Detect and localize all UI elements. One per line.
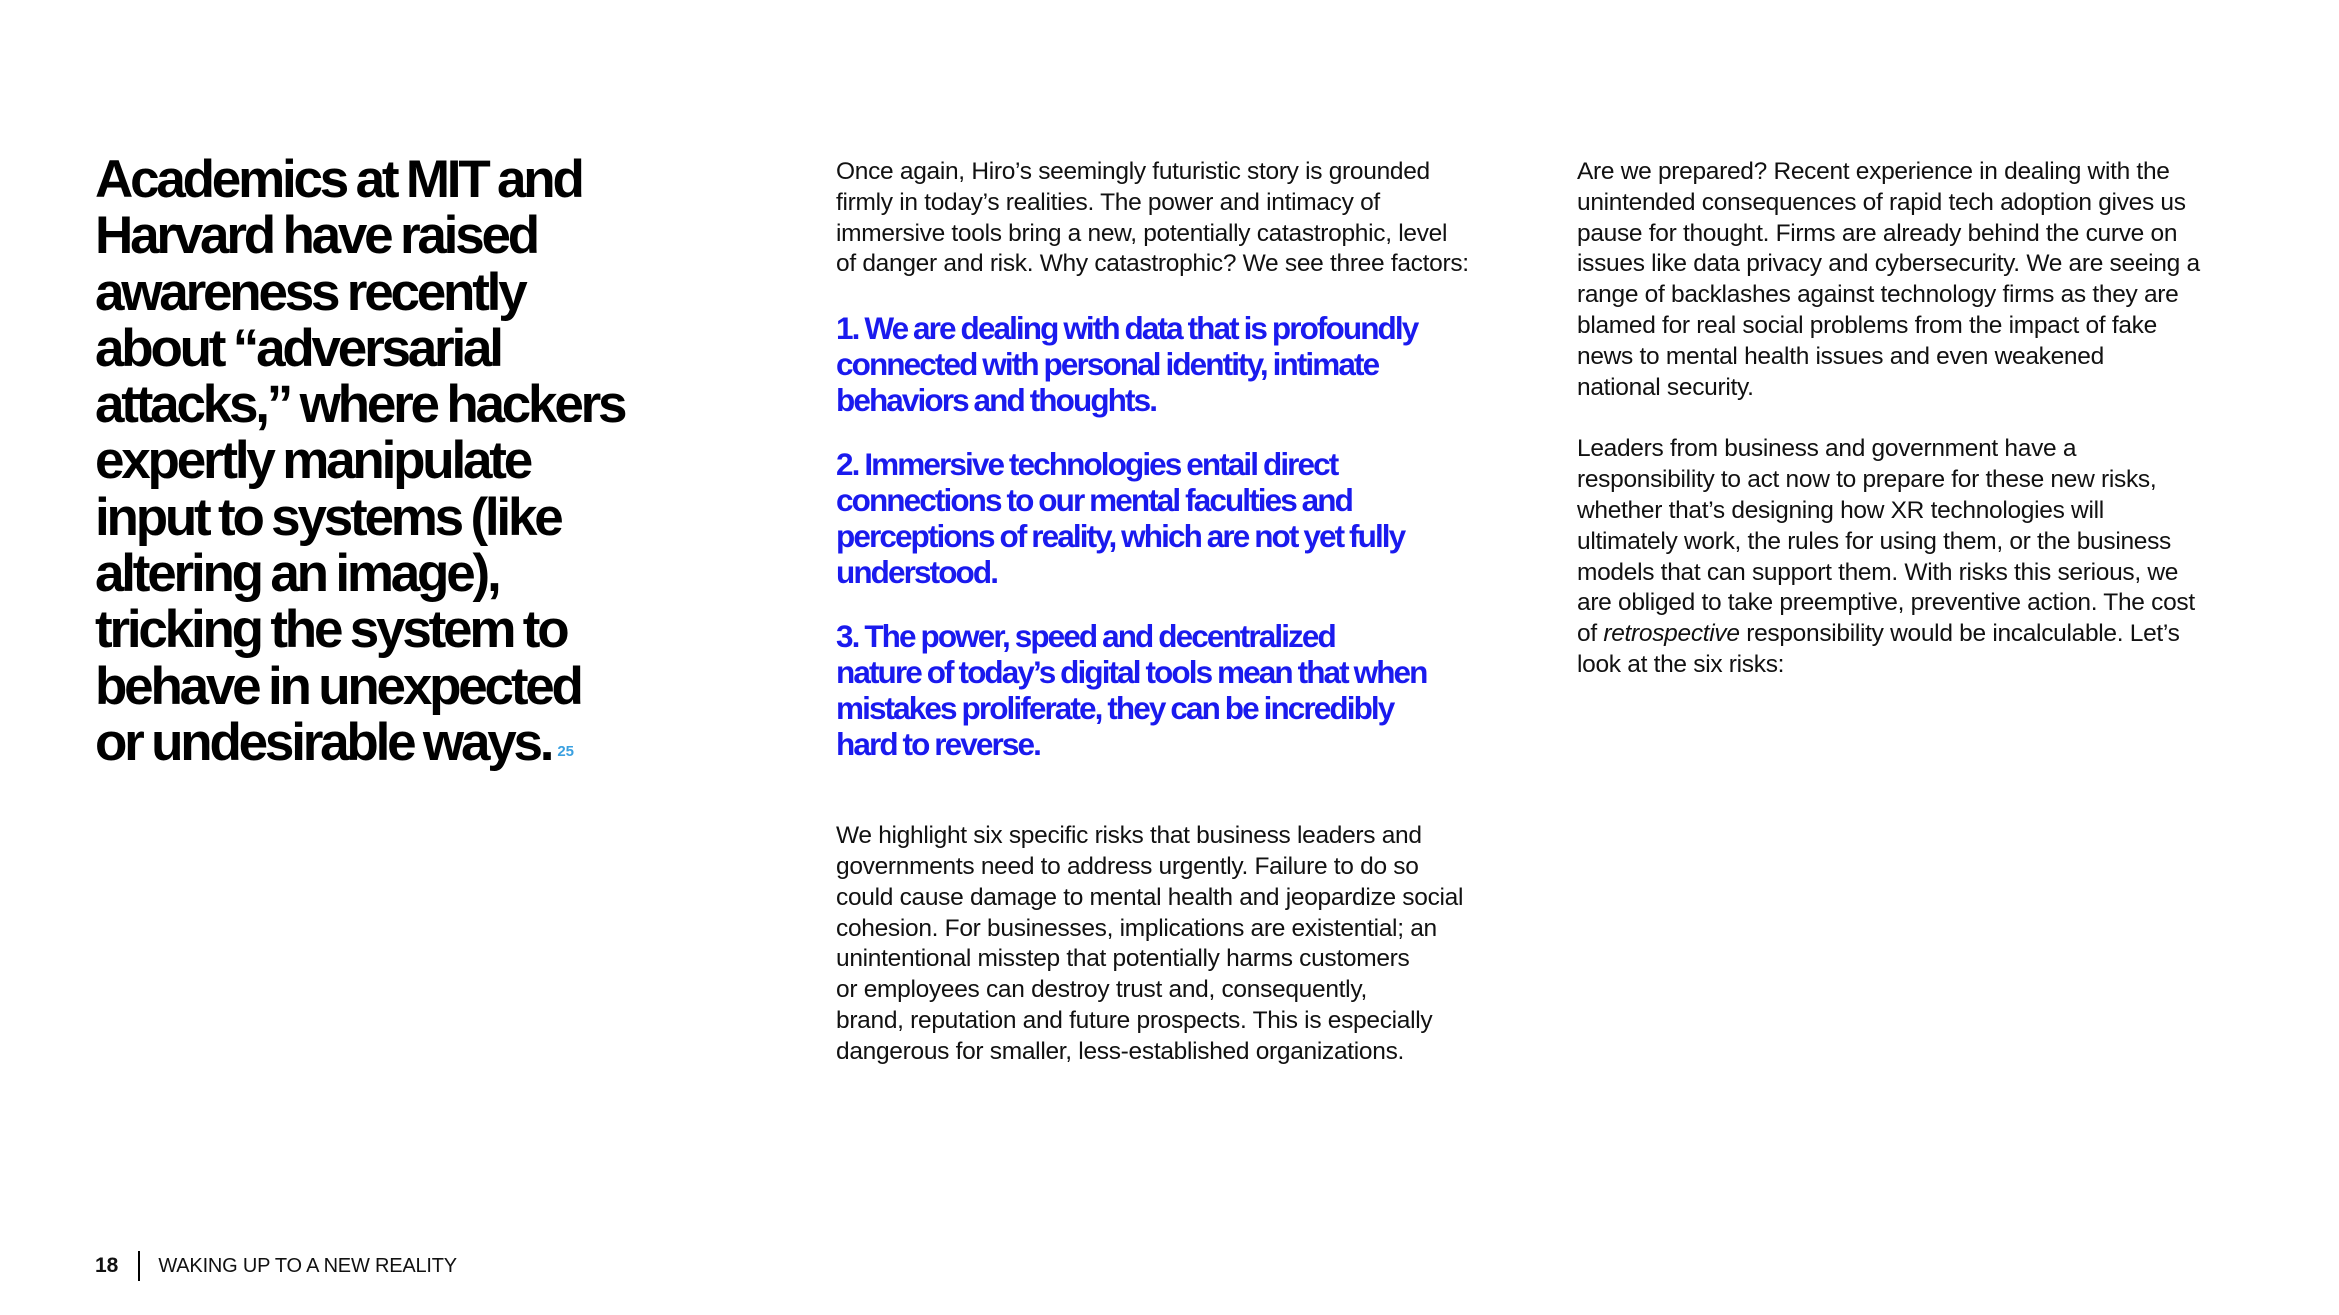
risk-factor-2: 2. Immersive technologies entail direct connections to our mental faculties and perceptions of reality, which are not yet fully understood. <box>836 446 1405 591</box>
page-number: 18 <box>95 1254 119 1277</box>
middle-column <box>836 157 1536 1068</box>
right-column <box>1577 157 2277 681</box>
page-footer <box>95 1251 457 1281</box>
leaders-text-end: responsibility would be incalculable. Let’s look at the six risks: <box>1577 620 2180 678</box>
risk-factor-1: 1. We are dealing with data that is profoundly connected with personal identity, intimate behaviors and thoughts. <box>836 310 1418 419</box>
risk-factors-list <box>836 310 1536 762</box>
pull-quote-text: Academics at MIT and Harvard have raised awareness recently about “adversarial attacks,” where hackers expertly manipulate input to systems (like altering an image), tricking the system to behave in unexpected or undesirable ways. <box>95 150 625 772</box>
preparedness-paragraph: Are we prepared? Recent experience in dealing with the unintended consequences of rapid tech adoption gives us pause for thought. Firms are already behind the curve on issues like data privacy and cybersecurity. We are seeing a range of backlashes against technology firms as they are blamed for real social problems from the impact of fake news to mental health issues and even weakened national security. <box>1577 158 2200 401</box>
retrospective-emphasis: retrospective <box>1603 620 1740 648</box>
footnote-reference[interactable]: 25 <box>557 742 574 760</box>
leaders-paragraph <box>1577 434 2277 680</box>
pull-quote <box>95 152 735 780</box>
intro-paragraph: Once again, Hiro’s seemingly futuristic story is grounded firmly in today’s realities. The power and intimacy of immersive tools bring a new, potentially catastrophic, level of danger and risk. Why catastrophic? We see three factors: <box>836 158 1469 278</box>
risk-factor-3: 3. The power, speed and decentralized nature of today’s digital tools mean that when mistakes proliferate, they can be incredibly hard to reverse. <box>836 618 1427 763</box>
section-title: WAKING UP TO A NEW REALITY <box>158 1254 457 1277</box>
leaders-text-start: Leaders from business and government have a responsibility to act now to prepare for these new risks, whether that’s designing how XR technologies will ultimately work, the rules for using them, or the business models that can support them. With risks this serious, we are obliged to take preemptive, preventive action. The cost of <box>1577 435 2195 648</box>
closing-paragraph: We highlight six specific risks that business leaders and governments need to address urgently. Failure to do so could cause damage to mental health and jeopardize social cohesion. For businesses, implications are existential; an unintentional misstep that potentially harms customers or employees can destroy trust and, consequently, brand, reputation and future prospects. This is especially dangerous for smaller, less-established organizations. <box>836 822 1464 1065</box>
footer-divider <box>138 1251 140 1281</box>
